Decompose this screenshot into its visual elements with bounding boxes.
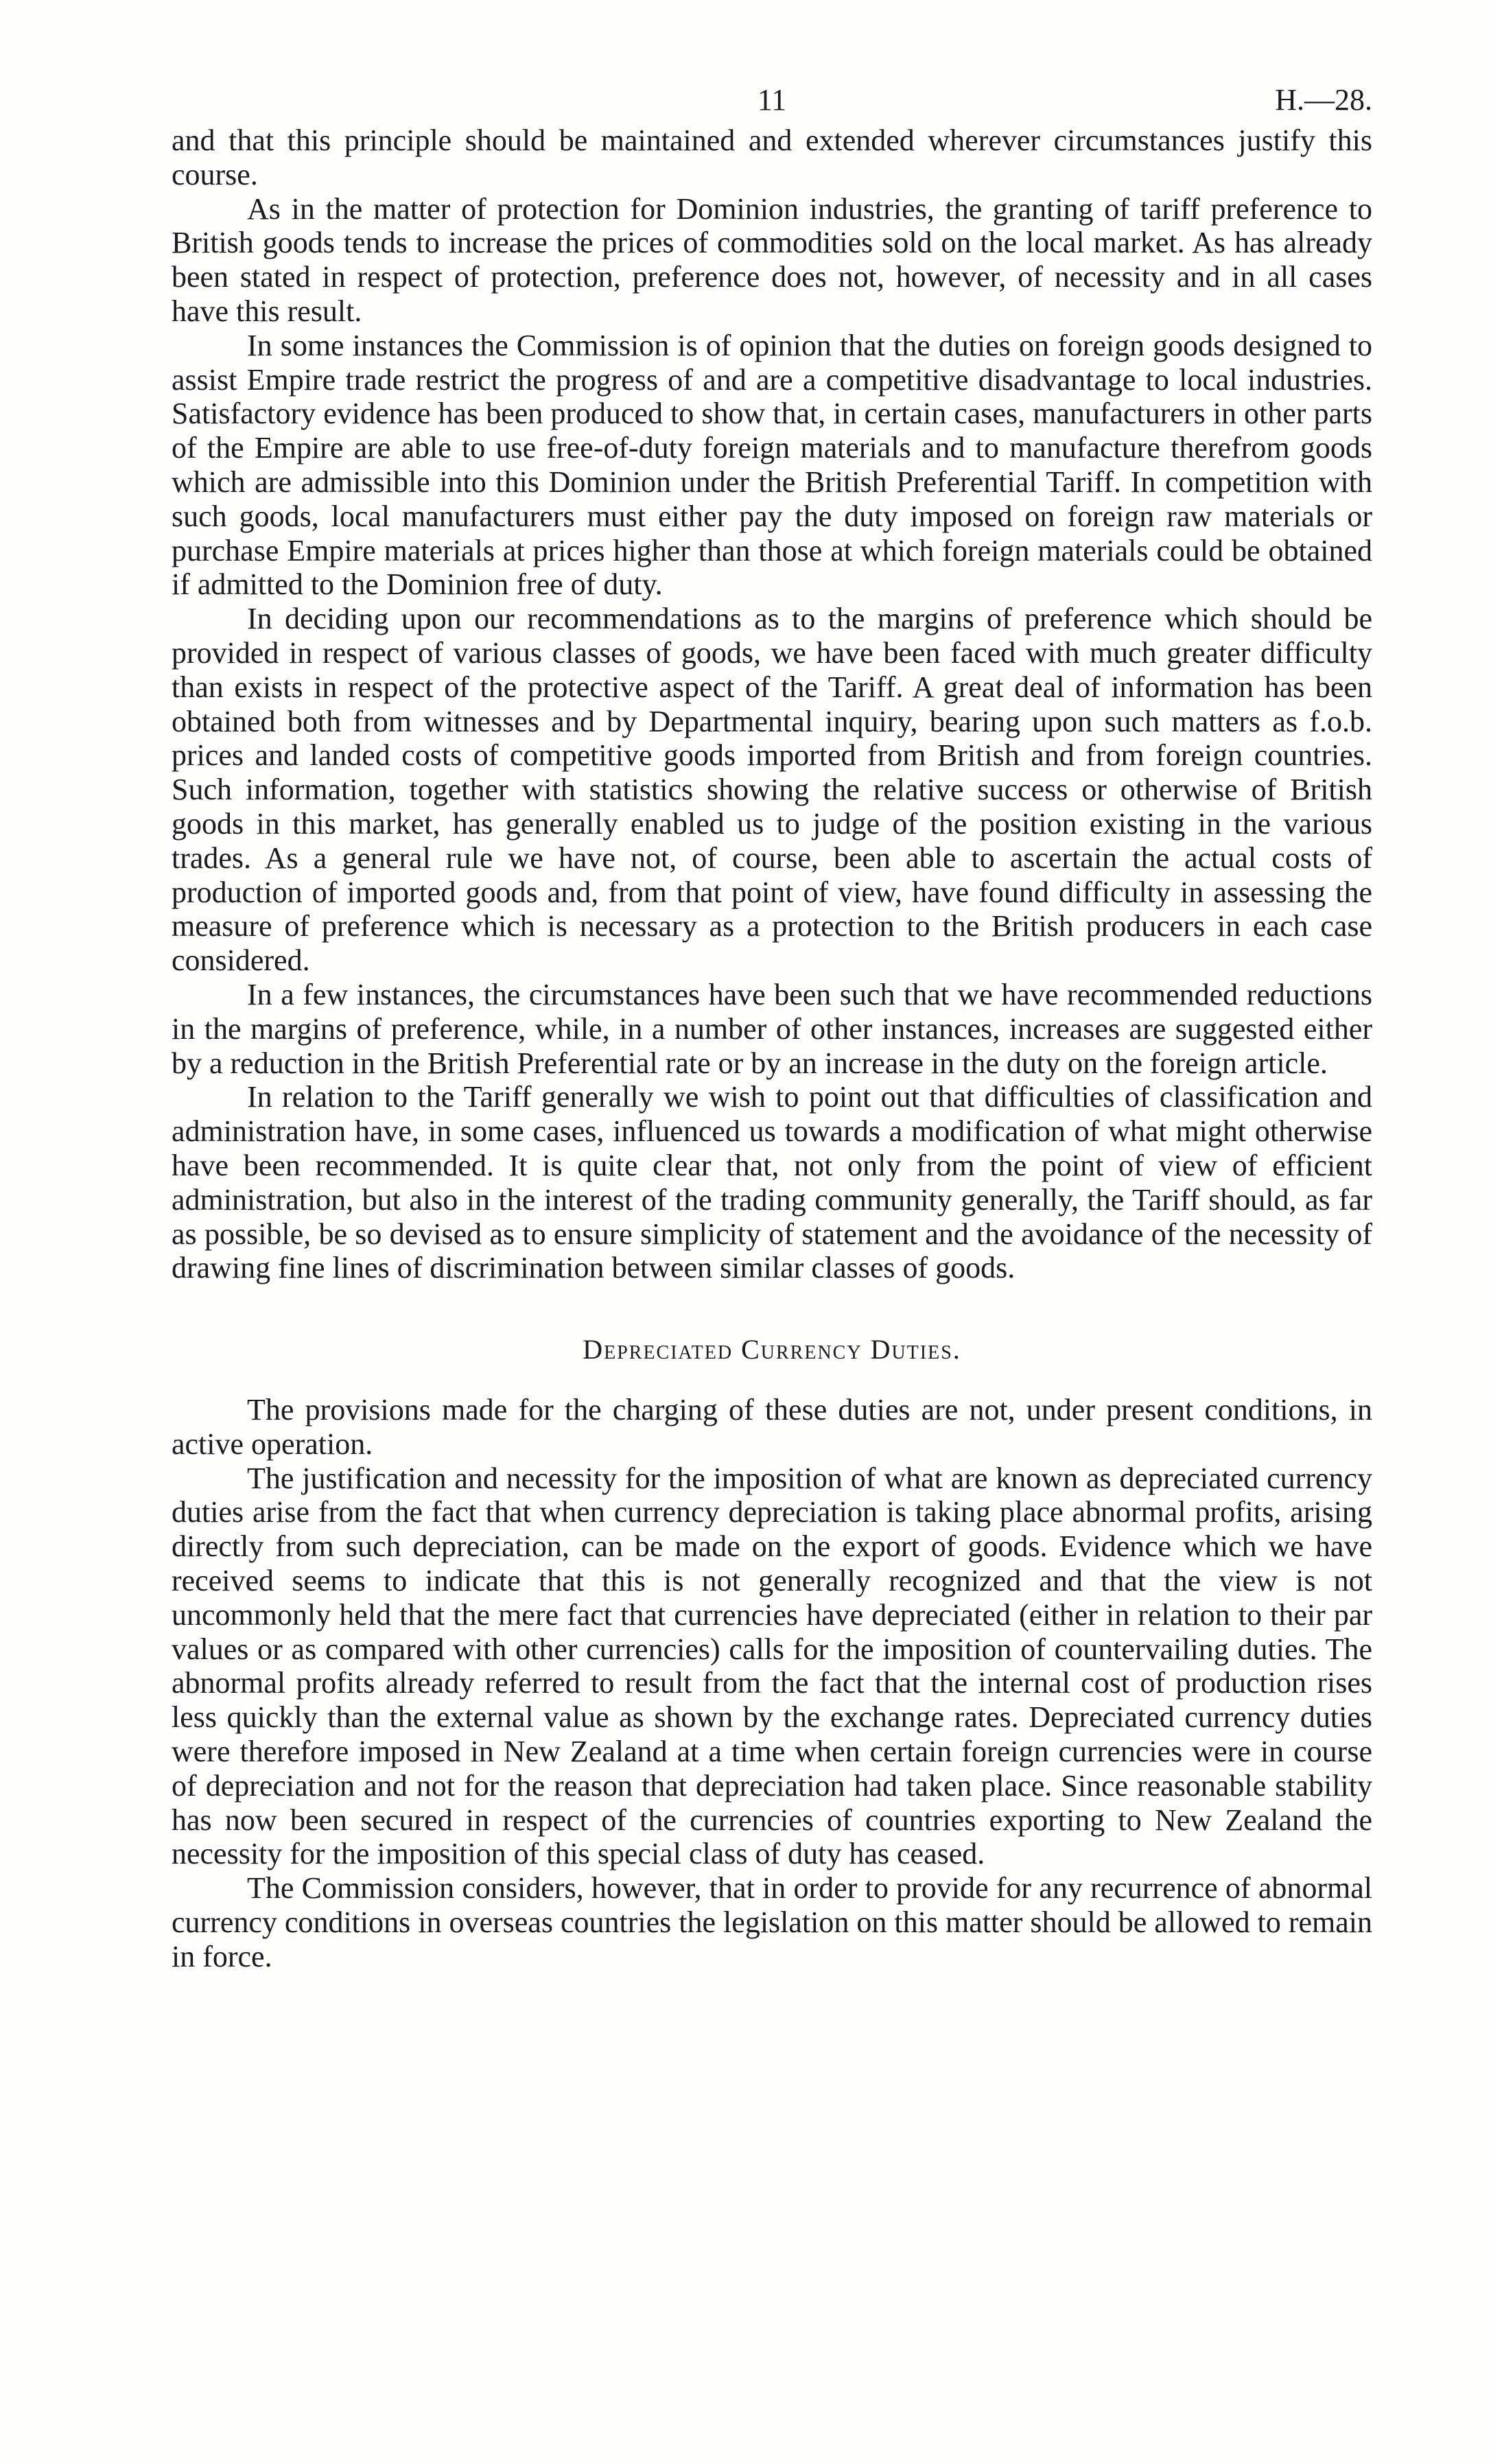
section-heading: Depreciated Currency Duties. — [583, 1334, 961, 1365]
section-tariff-preference — [172, 124, 1372, 1285]
paragraph: In deciding upon our recommendations as to the margins of preference which should be provided in respect of various classes of goods, we have been faced with much greater difficulty than exists in respect of the protective aspect of the Tariff. A great deal of information has been obtained both from witnesses and by Departmental inquiry, bearing upon such matters as f.o.b. prices and landed costs of competitive goods imported from British and from foreign countries. Such information, together with statistics showing the relative success or otherwise of British goods in this market, has generally enabled us to judge of the position existing in the various trades. As a general rule we have not, of course, been able to ascertain the actual costs of production of imported goods and, from that point of view, have found difficulty in assessing the measure of preference which is necessary as a protection to the British producers in each case considered. — [172, 602, 1372, 978]
page-number: 11 — [757, 83, 787, 117]
section-depreciated-currency — [172, 1393, 1372, 1974]
paragraph: The justification and necessity for the imposition of what are known as depreciated currency duties arise from the fact that when currency depreciation is taking place abnormal profits, arising directly from such depreciation, can be made on the export of goods. Evidence which we have received seems to indicate that this is not generally recognized and that the view is not uncommonly held that the mere fact that currencies have depreciated (either in relation to their par values or as compared with other currencies) calls for the imposition of countervailing duties. The abnormal profits already referred to result from the fact that the internal cost of production rises less quickly than the external value as shown by the exchange rates. Depreciated currency duties were therefore imposed in New Zealand at a time when certain foreign currencies were in course of depreciation and not for the reason that depreciation had taken place. Since reasonable stability has now been secured in respect of the currencies of countries exporting to New Zealand the necessity for the imposition of this special class of duty has ceased. — [172, 1461, 1372, 1871]
document-reference: H.—28. — [1275, 83, 1372, 117]
paragraph: The Commission considers, however, that in order to provide for any recurrence of abnormal currency conditions in overseas countries the legislation on this matter should be allowed to remain in force. — [172, 1871, 1372, 1973]
paragraph: In a few instances, the circumstances have been such that we have recommended reductions in the margins of preference, while, in a number of other instances, increases are suggested either by a reduction in the British Preferential rate or by an increase in the duty on the foreign article. — [172, 977, 1372, 1080]
paragraph: In some instances the Commission is of opinion that the duties on foreign goods designed to assist Empire trade restrict the progress of and are a competitive disadvantage to local industries. Satisfactory evidence has been produced to show that, in certain cases, manufacturers in other parts of the Empire are able to use free-of-duty foreign materials and to manufacture therefrom goods which are admissible into this Dominion under the British Preferential Tariff. In competition with such goods, local manufacturers must either pay the duty imposed on foreign raw materials or purchase Empire materials at prices higher than those at which foreign materials could be obtained if admitted to the Dominion free of duty. — [172, 328, 1372, 602]
paragraph: and that this principle should be maintained and extended wherever circumstances justify this course. — [172, 124, 1372, 191]
document-page — [172, 75, 1372, 1974]
paragraph: As in the matter of protection for Dominion industries, the granting of tariff preference to British goods tends to increase the prices of commodities sold on the local market. As has already been stated in respect of protection, preference does not, however, of necessity and in all cases have this result. — [172, 191, 1372, 328]
page-header — [172, 75, 1372, 124]
paragraph: The provisions made for the charging of these duties are not, under present conditions, in active operation. — [172, 1393, 1372, 1461]
paragraph: In relation to the Tariff generally we wish to point out that difficulties of classification and administration have, in some cases, influenced us towards a modification of what might otherwise have been recommended. It is quite clear that, not only from the point of view of efficient administration, but also in the interest of the trading community generally, the Tariff should, as far as possible, be so devised as to ensure simplicity of statement and the avoidance of the necessity of drawing fine lines of discrimination between similar classes of goods. — [172, 1080, 1372, 1285]
